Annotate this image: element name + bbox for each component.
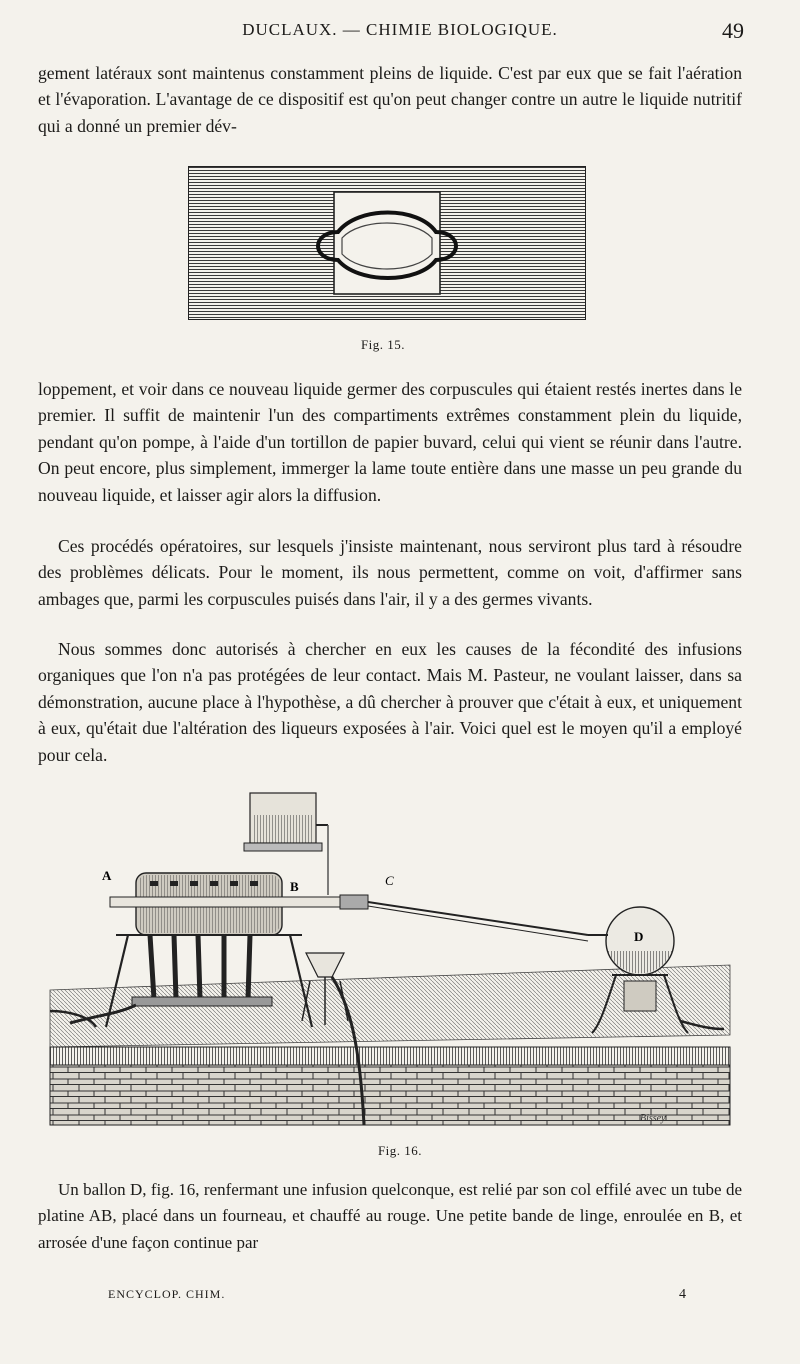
paragraph-1: gement latéraux sont maintenus constamment pleins de liquide. C'est par eux que se fait l'aération et l'évaporation. L'avantage de ce dispositif est qu'on peut changer contre un autre le liquide nutritif qui a donné un premier dév-: [38, 63, 742, 136]
running-title: DUCLAUX. — CHIMIE BIOLOGIQUE.: [242, 20, 558, 39]
figure-15-caption: Fig. 15.: [360, 337, 406, 352]
figure-16-caption: Fig. 16.: [377, 1143, 423, 1158]
figure-15-illustration: [188, 166, 586, 320]
figure-16-label-b: B: [290, 879, 299, 894]
running-header: [0, 20, 800, 50]
paragraph-2: loppement, et voir dans ce nouveau liquide germer des corpuscules qui étaient restés inertes dans le premier. Il suffit de maintenir l'un des compartiments extrêmes constamment plein du liquide, pendant qu'on pompe, à l'aide d'un tortillon de papier buvard, celui qui vient se réunir dans l'autre. On peut encore, plus simplement, immerger la lame toute entière dans une masse un peu grande du nouveau liquide, et laisser agir alors la diffusion.: [38, 379, 742, 505]
paragraph-4: Nous sommes donc autorisés à chercher en eux les causes de la fécondité des infusions organiques que l'on n'a pas protégées de leur contact. Mais M. Pasteur, ne voulant laisser, dans sa démonstration, aucune place à l'hypothèse, a dû chercher à prouver que c'était à eux, et uniquement à eux, qu'était due l'altération des liqueurs exposées à l'air. Voici quel est le moyen qu'il a employé pour cela.: [38, 639, 742, 765]
signature-mark: ENCYCLOP. CHIM.: [108, 1287, 226, 1301]
signature-number: 4: [679, 1287, 686, 1302]
figure-16-illustration: [40, 785, 740, 1130]
paragraph-5: Un ballon D, fig. 16, renfermant une infusion quelconque, est relié par son col effilé avec un tube de platine AB, placé dans un fourneau, et chauffé au rouge. Une petite bande de linge, enroulée en B, et arrosée d'une façon continue par: [38, 1180, 742, 1252]
page-number: 49: [722, 18, 744, 43]
figure-16-label-d: D: [634, 929, 644, 944]
figure-16-label-c: C: [385, 873, 394, 888]
engraver-signature: Bissey: [640, 1113, 666, 1124]
paragraph-3: Ces procédés opératoires, sur lesquels j'insiste maintenant, nous serviront plus tard à résoudre des problèmes délicats. Pour le moment, ils nous permettent, comme on voit, d'affirmer sans ambages que, parmi les corpuscules puisés dans l'air, il y a des germes vivants.: [38, 536, 742, 609]
page-footer: [0, 1287, 800, 1307]
figure-16-label-a: A: [102, 868, 112, 883]
